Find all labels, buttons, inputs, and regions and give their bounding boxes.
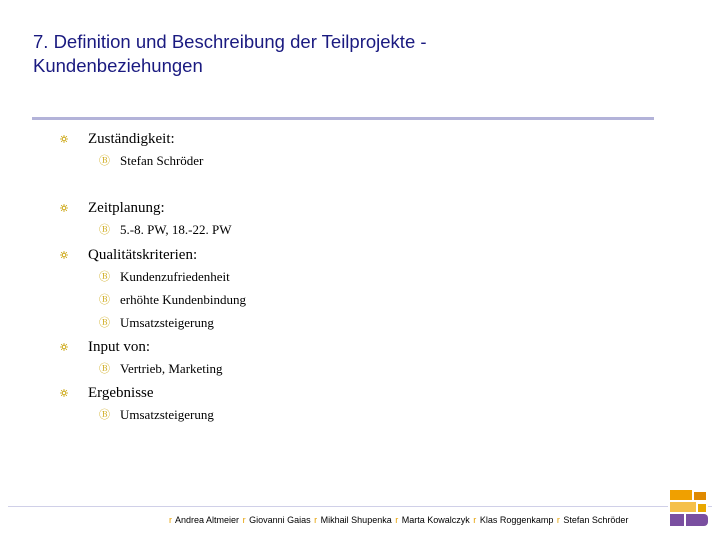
author-name: Mikhail Shupenka bbox=[320, 515, 392, 525]
separator-icon: r bbox=[556, 515, 560, 525]
bullet-label: Qualitätskriterien: bbox=[88, 247, 198, 263]
slide-title-line-1: 7. Definition und Beschreibung der Teilprojekte - bbox=[33, 31, 427, 52]
sub-bullet-label: Stefan Schröder bbox=[120, 153, 204, 168]
footer-divider bbox=[8, 506, 712, 507]
sub-bullet-label: Umsatzsteigerung bbox=[120, 407, 214, 422]
author-name: Stefan Schröder bbox=[563, 515, 629, 525]
circled-b-bullet-icon: Ⓑ bbox=[99, 316, 110, 329]
sub-bullet-label: erhöhte Kundenbindung bbox=[120, 292, 247, 307]
sub-bullet-label: 5.-8. PW, 18.-22. PW bbox=[120, 222, 232, 237]
author-name: Andrea Altmeier bbox=[175, 515, 240, 525]
sun-bullet-icon bbox=[60, 251, 68, 259]
sun-bullet-icon bbox=[60, 135, 68, 143]
bullet-label: Zeitplanung: bbox=[88, 200, 165, 216]
circled-b-bullet-icon: Ⓑ bbox=[99, 293, 110, 306]
author-name: Klas Roggenkamp bbox=[479, 515, 554, 525]
separator-icon: r bbox=[314, 515, 318, 525]
slide-title-line-2: Kundenbeziehungen bbox=[33, 55, 203, 76]
sub-bullet-label: Kundenzufriedenheit bbox=[120, 269, 230, 284]
sub-bullet-label: Umsatzsteigerung bbox=[120, 315, 214, 330]
sub-bullet-label: Vertrieb, Marketing bbox=[120, 361, 223, 376]
author-name: Marta Kowalczyk bbox=[401, 515, 470, 525]
footer-authors bbox=[168, 514, 668, 526]
separator-icon: r bbox=[395, 515, 399, 525]
bullet-label: Input von: bbox=[88, 339, 151, 355]
bullet-label: Zuständigkeit: bbox=[88, 131, 175, 147]
circled-b-bullet-icon: Ⓑ bbox=[99, 154, 110, 167]
sun-bullet-icon bbox=[60, 389, 68, 397]
separator-icon: r bbox=[242, 515, 246, 525]
circled-b-bullet-icon: Ⓑ bbox=[99, 223, 110, 236]
circled-b-bullet-icon: Ⓑ bbox=[99, 408, 110, 421]
separator-icon: r bbox=[473, 515, 477, 525]
company-logo-icon bbox=[666, 486, 710, 530]
bullet-label: Ergebnisse bbox=[88, 385, 154, 401]
author-name: Giovanni Gaias bbox=[249, 515, 311, 525]
circled-b-bullet-icon: Ⓑ bbox=[99, 270, 110, 283]
sun-bullet-icon bbox=[60, 204, 68, 212]
sun-bullet-icon bbox=[60, 343, 68, 351]
circled-b-bullet-icon: Ⓑ bbox=[99, 362, 110, 375]
separator-icon: r bbox=[169, 515, 172, 525]
